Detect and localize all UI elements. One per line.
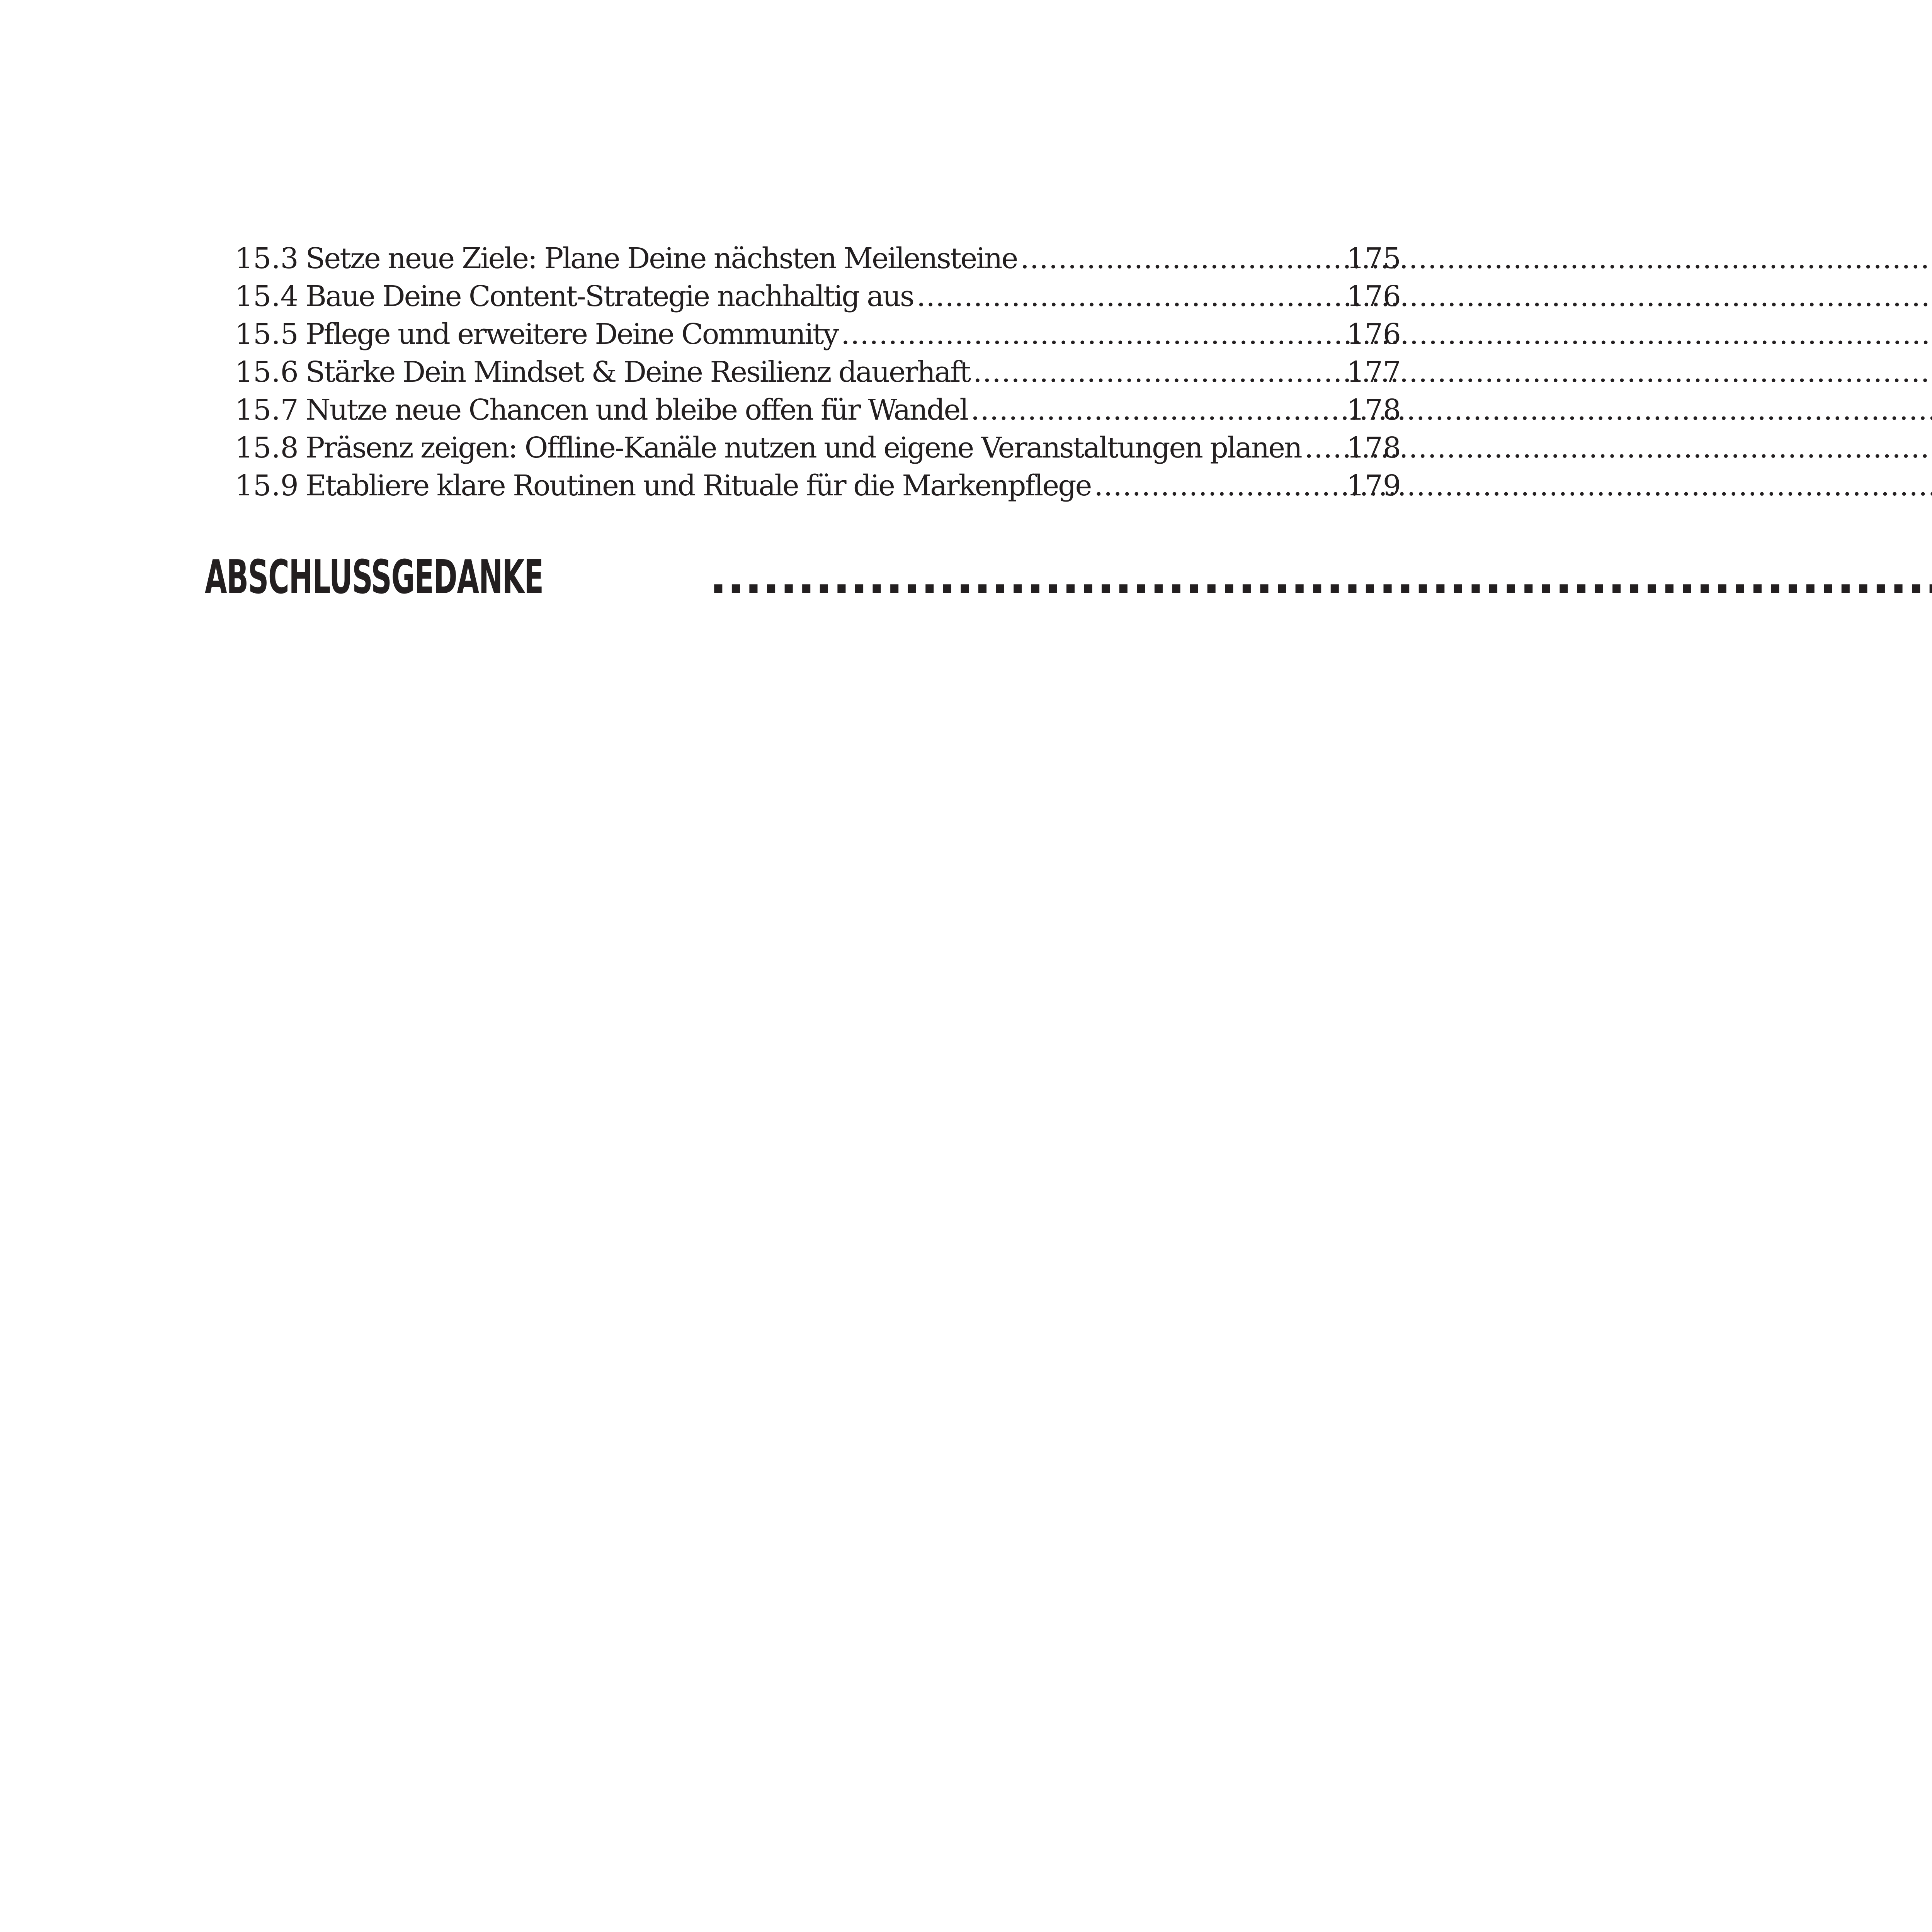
toc-entry-title: Baue Deine Content-Strategie nachhaltig aus [305,280,913,313]
dot-leader [917,277,1344,315]
dot-leader [841,315,1343,353]
toc-entry-page: 179 [1346,469,1401,502]
toc-entry-number: 15.8 [235,431,299,464]
toc-entry-title: Stärke Dein Mindset & Deine Resilienz dauerhaft [305,355,970,389]
toc-entry-number: 15.7 [235,393,299,427]
toc-entry-page: 176 [1346,280,1401,313]
toc-entry-page: 176 [1346,318,1401,351]
toc-entry-number: 15.3 [235,242,299,275]
dot-leader [1094,467,1343,505]
toc-entry-title: Präsenz zeigen: Offline-Kanäle nutzen und eigene Veranstaltungen planen [305,431,1301,464]
toc-entry-title: Pflege und erweitere Deine Community [305,318,838,351]
toc-entry[interactable] [235,429,1401,467]
toc-entry-page: 178 [1346,393,1401,427]
toc-entry-number: 15.6 [235,355,299,389]
dot-leader [973,353,1344,391]
toc-entry[interactable] [235,315,1401,353]
toc-entry-title: Etabliere klare Routinen und Rituale für die Markenpflege [305,469,1091,502]
toc-entry-page: 177 [1346,355,1401,389]
toc-entry-title: Setze neue Ziele: Plane Deine nächsten Meilensteine [305,242,1017,275]
toc-entry-number: 15.5 [235,318,299,351]
toc-entry-number: 15.4 [235,280,299,313]
toc-entry[interactable] [235,467,1401,505]
dot-leader [1304,429,1344,467]
dot-leader [1020,240,1343,277]
toc-entry[interactable] [235,277,1401,315]
toc-entry-title: Nutze neue Chancen und bleibe offen für Wandel [305,393,968,427]
toc-entry[interactable] [235,240,1401,277]
dot-leader [971,391,1344,429]
table-of-contents-subsections [235,240,1401,505]
toc-chapter-entry[interactable] [205,549,1401,607]
toc-entry[interactable] [235,391,1401,429]
toc-entry-number: 15.9 [235,469,299,502]
toc-entry-page: 175 [1346,242,1401,275]
dot-leader [709,549,1932,607]
toc-entry[interactable] [235,353,1401,391]
toc-entry-page: 178 [1346,431,1401,464]
toc-chapter-title: ABSCHLUSSGEDANKE [205,551,543,604]
